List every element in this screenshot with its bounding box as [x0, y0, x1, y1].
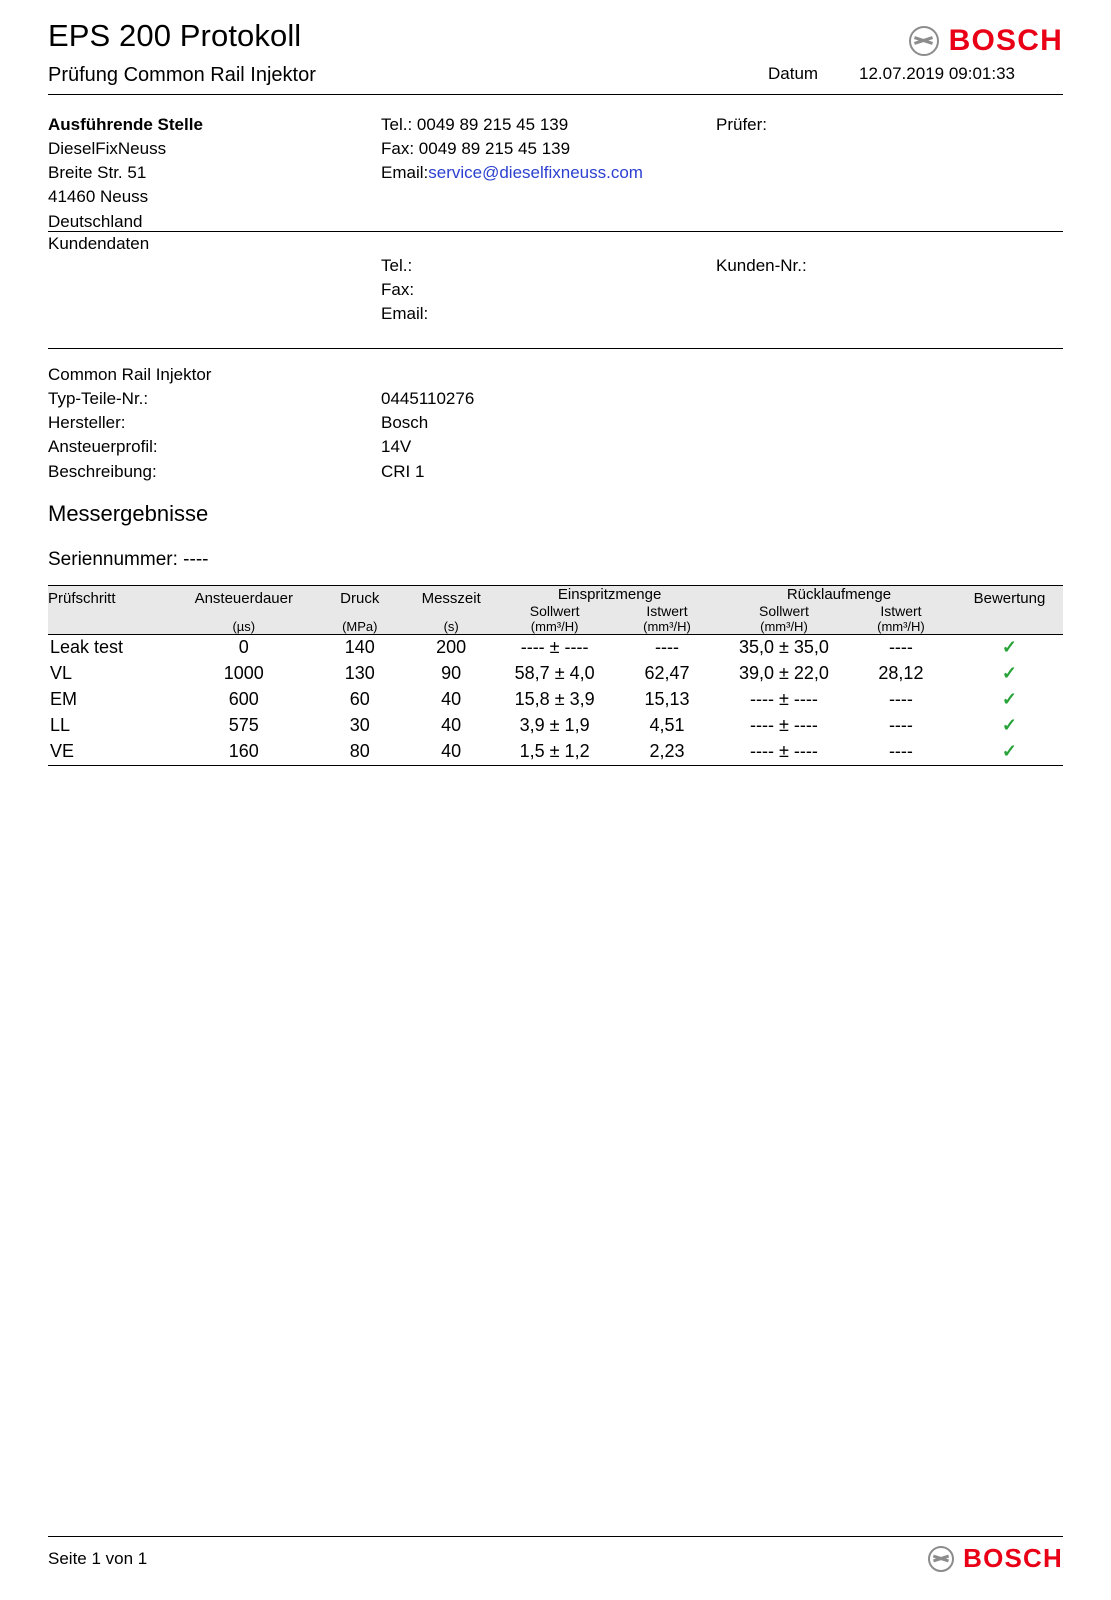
customer-email-row	[381, 302, 428, 326]
customer-title-wrap	[48, 232, 149, 256]
customer-block	[48, 232, 1063, 348]
col-unit-return-setpoint: (mm³/H)	[722, 619, 846, 635]
cell-injection-setpoint: 15,8 ± 3,9	[514, 688, 595, 709]
part-rows	[48, 387, 1063, 484]
col-unit-time: (s)	[405, 619, 497, 635]
cell-return-setpoint: ---- ± ----	[750, 714, 818, 735]
cell-return-actual: ----	[888, 688, 913, 709]
executing-site-fax-label: Fax:	[381, 139, 415, 159]
executing-site-fax-value: 0049 89 215 45 139	[418, 139, 571, 159]
part-info-block	[48, 363, 1063, 484]
cell-injection-actual: 2,23	[649, 740, 685, 761]
col-header-return-actual: Istwert	[846, 603, 956, 619]
page-number: Seite 1 von 1	[48, 1548, 148, 1568]
customer-contact	[381, 254, 428, 326]
results-header-unit-row	[48, 619, 1063, 635]
bosch-logo	[909, 18, 1063, 58]
part-row	[48, 387, 1063, 411]
cell-time: 40	[441, 714, 462, 735]
col-header-duration: Ansteuerdauer	[173, 585, 314, 619]
executing-site-tel-value: 0049 89 215 45 139	[416, 115, 569, 134]
part-row-label: Typ-Teile-Nr.:	[48, 389, 149, 409]
cell-return-actual: ----	[888, 740, 913, 761]
document-header	[48, 0, 1063, 58]
cell-duration: 1000	[223, 662, 264, 683]
cell-time: 90	[441, 662, 462, 683]
col-unit-duration: (µs)	[173, 619, 314, 635]
part-row-label: Beschreibung:	[48, 461, 157, 481]
cell-step: LL	[50, 714, 71, 735]
results-table-head	[48, 585, 1063, 634]
cell-injection-actual: ----	[612, 634, 722, 661]
cell-duration: 600	[228, 688, 259, 709]
results-table	[48, 585, 1063, 765]
cell-evaluation-pass-icon: ✓	[1001, 663, 1017, 684]
executing-site-street: Breite Str. 51	[48, 163, 147, 183]
customer-divider	[48, 348, 1063, 349]
table-row	[48, 634, 1063, 661]
document-footer	[48, 1536, 1063, 1574]
customer-fax-label: Fax:	[381, 280, 415, 300]
table-row	[48, 661, 1063, 687]
part-row	[48, 460, 1063, 484]
col-unit-pressure: (MPa)	[314, 619, 405, 635]
customer-fax-row	[381, 278, 428, 302]
cell-injection-setpoint: 3,9 ± 1,9	[519, 714, 590, 735]
col-header-return-group: Rücklaufmenge	[722, 585, 956, 603]
results-table-body	[48, 634, 1063, 765]
col-unit-injection-actual: (mm³/H)	[612, 619, 722, 635]
executing-site-country: Deutschland	[48, 211, 143, 231]
part-row-label: Hersteller:	[48, 413, 126, 433]
results-table-bottom-divider	[48, 765, 1063, 766]
results-section-title: Messergebnisse	[48, 500, 209, 526]
cell-evaluation-pass-icon: ✓	[1001, 715, 1017, 736]
cell-injection-actual: 4,51	[649, 714, 685, 735]
cell-injection-setpoint: 58,7 ± 4,0	[514, 662, 595, 683]
cell-step: EM	[50, 688, 77, 709]
customer-email-label: Email:	[381, 304, 429, 324]
executing-site-city: 41460 Neuss	[48, 187, 149, 207]
table-row	[48, 713, 1063, 739]
col-header-pressure: Druck	[314, 585, 405, 619]
footer-divider	[48, 1536, 1063, 1537]
col-unit-return-actual: (mm³/H)	[846, 619, 956, 635]
cell-duration: 160	[228, 740, 259, 761]
cell-step: Leak test	[48, 634, 173, 661]
executing-site-address	[48, 113, 203, 234]
cell-return-setpoint: 35,0 ± 35,0	[722, 634, 846, 661]
page-title: EPS 200 Protokoll	[48, 18, 302, 53]
bosch-wordmark: BOSCH	[948, 24, 1063, 57]
executing-site-contact	[381, 113, 643, 185]
cell-pressure: 130	[344, 662, 375, 683]
tester-label: Prüfer:	[716, 115, 768, 134]
part-row-value: CRI 1	[381, 461, 425, 481]
table-row	[48, 739, 1063, 765]
cell-return-setpoint: ---- ± ----	[750, 740, 818, 761]
cell-return-setpoint: ---- ± ----	[750, 688, 818, 709]
col-header-injection-actual: Istwert	[612, 603, 722, 619]
cell-step: VL	[50, 662, 73, 683]
cell-duration: 575	[228, 714, 259, 735]
col-header-evaluation: Bewertung	[956, 585, 1063, 634]
cell-injection-actual: 15,13	[644, 688, 690, 709]
cell-pressure: 60	[349, 688, 370, 709]
customer-tel-label: Tel.:	[381, 256, 413, 275]
cell-time: 40	[441, 740, 462, 761]
customer-number-label: Kunden-Nr.:	[716, 256, 807, 275]
serial-number: Seriennummer: ----	[48, 548, 209, 570]
col-header-time: Messzeit	[405, 585, 497, 619]
cell-injection-setpoint: 1,5 ± 1,2	[519, 740, 590, 761]
executing-site-email-label: Email:	[381, 163, 429, 183]
part-row-label: Ansteuerprofil:	[48, 437, 158, 457]
cell-injection-setpoint: ---- ± ----	[497, 634, 612, 661]
cell-pressure: 80	[349, 740, 370, 761]
header-divider	[48, 94, 1063, 95]
cell-return-actual: 28,12	[878, 662, 924, 683]
executing-site-fax-row	[381, 137, 643, 161]
customer-title: Kundendaten	[48, 234, 150, 253]
col-header-return-setpoint: Sollwert	[722, 603, 846, 619]
document-subtitle: Prüfung Common Rail Injektor	[48, 64, 316, 86]
cell-return-actual: ----	[888, 714, 913, 735]
executing-site-tel-label: Tel.:	[381, 115, 413, 134]
part-row	[48, 435, 1063, 459]
part-title: Common Rail Injektor	[48, 365, 212, 384]
bosch-wordmark: BOSCH	[963, 1543, 1063, 1573]
part-row-value: 14V	[381, 437, 412, 457]
cell-return-actual: ----	[846, 634, 956, 661]
customer-number-field	[716, 254, 807, 278]
cell-pressure: 140	[314, 634, 405, 661]
executing-site-tel-row	[381, 113, 643, 137]
cell-injection-actual: 62,47	[644, 662, 690, 683]
bosch-anchor-icon	[928, 1546, 954, 1572]
executing-site-email-link[interactable]: service@dieselfixneuss.com	[428, 163, 643, 183]
col-unit-injection-setpoint: (mm³/H)	[497, 619, 612, 635]
subheader-row	[48, 64, 1063, 87]
cell-evaluation-pass-icon: ✓	[1001, 741, 1017, 762]
customer-tel-row	[381, 254, 428, 278]
part-row-value: 0445110276	[381, 389, 475, 409]
cell-time: 40	[441, 688, 462, 709]
date-value: 12.07.2019 09:01:33	[859, 64, 1015, 83]
results-header-group-row	[48, 585, 1063, 603]
part-row-value: Bosch	[381, 413, 429, 433]
bosch-anchor-icon	[909, 26, 939, 56]
part-row	[48, 411, 1063, 435]
col-header-step: Prüfschritt	[48, 585, 173, 634]
executing-site-email-row	[381, 161, 643, 185]
date-label: Datum	[768, 64, 819, 83]
executing-site-name: DieselFixNeuss	[48, 139, 167, 159]
bosch-logo-footer	[928, 1543, 1063, 1574]
cell-return-setpoint: 39,0 ± 22,0	[738, 662, 829, 683]
tester-field	[716, 113, 767, 137]
col-header-injection-group: Einspritzmenge	[497, 585, 722, 603]
cell-evaluation-pass-icon: ✓	[956, 634, 1063, 661]
cell-evaluation-pass-icon: ✓	[1001, 689, 1017, 710]
cell-pressure: 30	[349, 714, 370, 735]
table-row	[48, 687, 1063, 713]
col-header-injection-setpoint: Sollwert	[497, 603, 612, 619]
executing-site-block	[48, 113, 1063, 231]
cell-time: 200	[405, 634, 497, 661]
cell-step: VE	[50, 740, 75, 761]
cell-duration: 0	[173, 634, 314, 661]
executing-site-title: Ausführende Stelle	[48, 115, 203, 134]
